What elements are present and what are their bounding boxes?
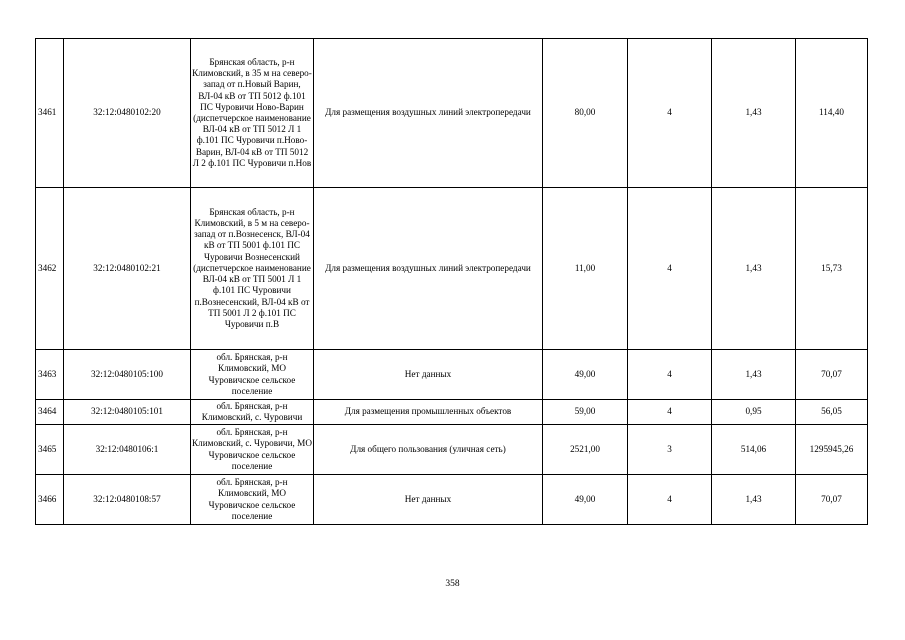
cadastral-number-cell: 32:12:0480102:20 (64, 39, 191, 188)
cadastral-number-cell: 32:12:0480108:57 (64, 475, 191, 525)
address-cell: обл. Брянская, р-н Климовский, с. Чуровичи, МО Чуровичское сельское поселение (191, 425, 314, 475)
row-number-cell: 3465 (36, 425, 64, 475)
cadastral-number-cell: 32:12:0480106:1 (64, 425, 191, 475)
table-row (36, 350, 868, 400)
purpose-cell: Для общего пользования (уличная сеть) (314, 425, 543, 475)
area-cell: 80,00 (543, 39, 628, 188)
purpose-cell: Нет данных (314, 350, 543, 400)
table-row (36, 188, 868, 350)
cadastral-number-cell: 32:12:0480105:100 (64, 350, 191, 400)
row-number-cell: 3463 (36, 350, 64, 400)
rate-cell: 0,95 (712, 400, 796, 425)
cadastral-number-cell: 32:12:0480105:101 (64, 400, 191, 425)
group-cell: 4 (628, 39, 712, 188)
value-cell: 70,07 (796, 475, 868, 525)
purpose-cell: Нет данных (314, 475, 543, 525)
table-row (36, 39, 868, 188)
area-cell: 11,00 (543, 188, 628, 350)
value-cell: 70,07 (796, 350, 868, 400)
table-row (36, 425, 868, 475)
area-cell: 49,00 (543, 350, 628, 400)
row-number-cell: 3464 (36, 400, 64, 425)
address-cell: Брянская область, р-н Климовский, в 5 м на северо-запад от п.Вознесенск, ВЛ-04 кВ от ТП 5001 ф.101 ПС Чуровичи Вознесенский (диспетчерское наименование ВЛ-04 кВ от ТП 5001 Л 1 ф.101 ПС Чуровичи п.Вознесенский, ВЛ-04 кВ от ТП 5001 Л 2 ф.101 ПС Чуровичи п.В (191, 188, 314, 350)
area-cell: 2521,00 (543, 425, 628, 475)
area-cell: 49,00 (543, 475, 628, 525)
address-cell: обл. Брянская, р-н Климовский, МО Чуровичское сельское поселение (191, 350, 314, 400)
rate-cell: 1,43 (712, 350, 796, 400)
rate-cell: 1,43 (712, 39, 796, 188)
group-cell: 4 (628, 400, 712, 425)
row-number-cell: 3466 (36, 475, 64, 525)
address-cell: обл. Брянская, р-н Климовский, с. Чуровичи (191, 400, 314, 425)
group-cell: 4 (628, 188, 712, 350)
value-cell: 1295945,26 (796, 425, 868, 475)
purpose-cell: Для размещения воздушных линий электропередачи (314, 39, 543, 188)
purpose-cell: Для размещения воздушных линий электропередачи (314, 188, 543, 350)
rate-cell: 1,43 (712, 475, 796, 525)
group-cell: 3 (628, 425, 712, 475)
purpose-cell: Для размещения промышленных объектов (314, 400, 543, 425)
value-cell: 56,05 (796, 400, 868, 425)
land-registry-table (35, 38, 868, 525)
cadastral-number-cell: 32:12:0480102:21 (64, 188, 191, 350)
rate-cell: 514,06 (712, 425, 796, 475)
area-cell: 59,00 (543, 400, 628, 425)
page-number: 358 (445, 579, 460, 589)
table-row (36, 400, 868, 425)
address-cell: обл. Брянская, р-н Климовский, МО Чуровичское сельское поселение (191, 475, 314, 525)
value-cell: 15,73 (796, 188, 868, 350)
group-cell: 4 (628, 350, 712, 400)
rate-cell: 1,43 (712, 188, 796, 350)
address-cell: Брянская область, р-н Климовский, в 35 м на северо-запад от п.Новый Варин, ВЛ-04 кВ от ТП 5012 ф.101 ПС Чуровичи Ново-Варин (диспетчерское наименование ВЛ-04 кВ от ТП 5012 Л 1 ф.101 ПС Чуровичи п.Ново-Варин, ВЛ-04 кВ от ТП 5012 Л 2 ф.101 ПС Чуровичи п.Нов (191, 39, 314, 188)
table-body (36, 39, 868, 525)
row-number-cell: 3462 (36, 188, 64, 350)
row-number-cell: 3461 (36, 39, 64, 188)
group-cell: 4 (628, 475, 712, 525)
value-cell: 114,40 (796, 39, 868, 188)
table-row (36, 475, 868, 525)
